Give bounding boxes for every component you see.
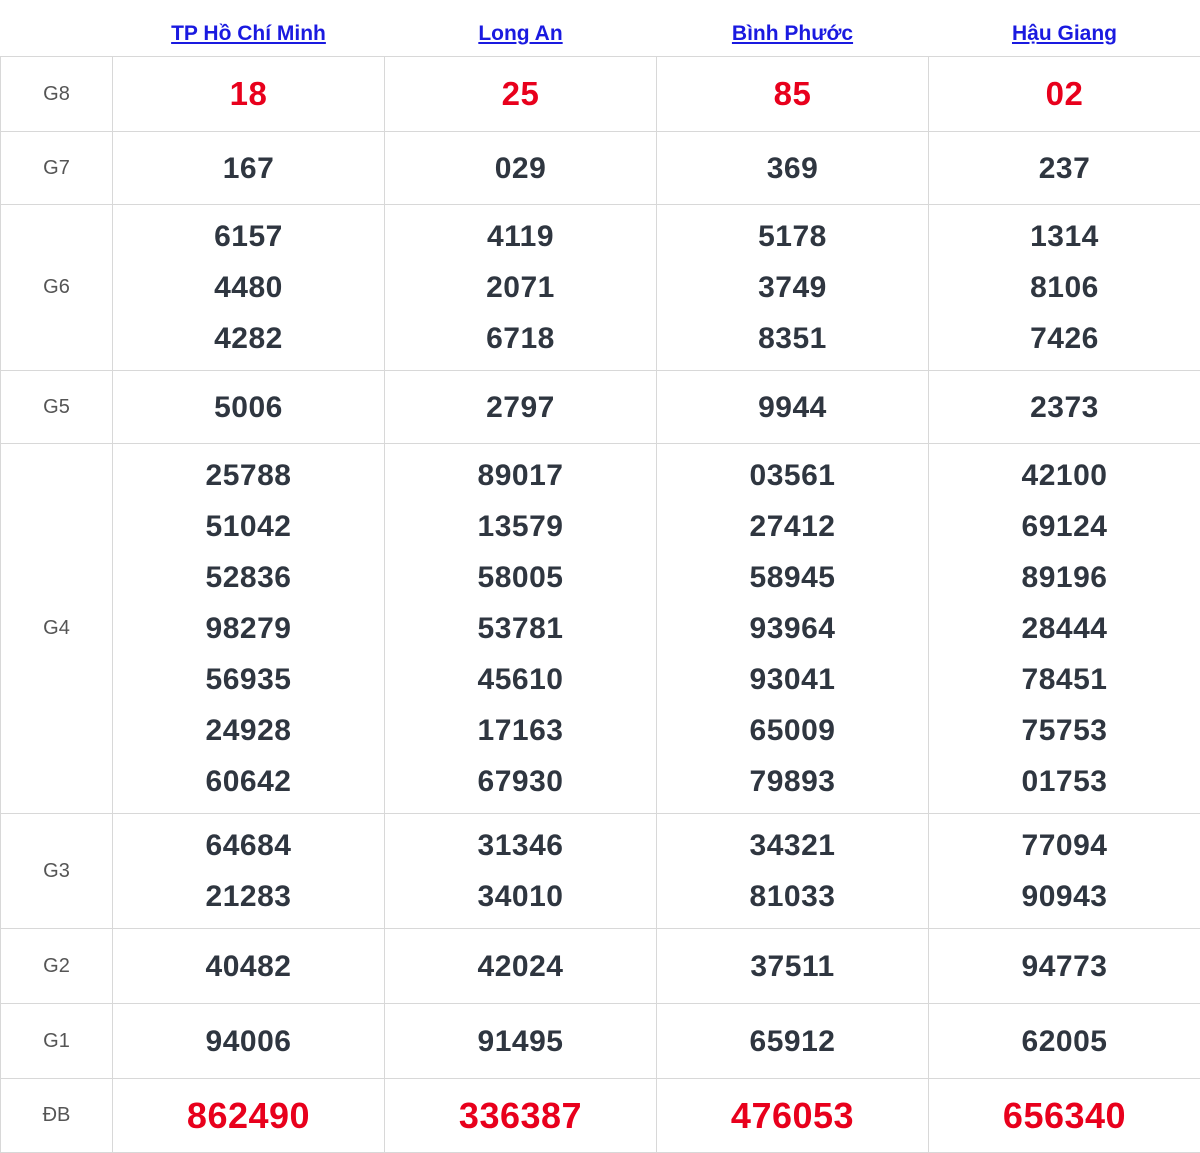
result-number: 9944 <box>657 382 928 433</box>
result-number: 2071 <box>385 262 656 313</box>
result-number: 77094 <box>929 820 1200 871</box>
result-number: 167 <box>113 143 384 194</box>
result-cell <box>929 1079 1200 1153</box>
table-row <box>1 132 1200 205</box>
result-number: 4119 <box>385 211 656 262</box>
province-link-1[interactable]: Long An <box>478 22 562 45</box>
result-cell <box>385 929 657 1004</box>
result-number: 03561 <box>657 450 928 501</box>
result-number: 58005 <box>385 552 656 603</box>
prize-label-g1: G1 <box>1 1004 113 1079</box>
result-cell <box>113 444 385 814</box>
result-number: 45610 <box>385 654 656 705</box>
result-number: 25 <box>385 66 656 122</box>
result-number: 5178 <box>657 211 928 262</box>
result-number: 2373 <box>929 382 1200 433</box>
table-row <box>1 444 1200 814</box>
result-number: 34010 <box>385 871 656 922</box>
result-number: 65912 <box>657 1016 928 1067</box>
result-number: 28444 <box>929 603 1200 654</box>
result-number: 90943 <box>929 871 1200 922</box>
result-cell <box>657 57 929 132</box>
table-row <box>1 57 1200 132</box>
result-number: 5006 <box>113 382 384 433</box>
result-number: 75753 <box>929 705 1200 756</box>
prize-label-g5: G5 <box>1 371 113 444</box>
result-number: 60642 <box>113 756 384 807</box>
result-cell <box>113 132 385 205</box>
result-cell <box>385 444 657 814</box>
result-number: 476053 <box>657 1085 928 1146</box>
result-number: 237 <box>929 143 1200 194</box>
result-number: 78451 <box>929 654 1200 705</box>
table-row <box>1 1079 1200 1153</box>
result-cell <box>657 205 929 371</box>
result-cell <box>657 1004 929 1079</box>
result-number: 51042 <box>113 501 384 552</box>
result-cell <box>657 814 929 929</box>
result-number: 02 <box>929 66 1200 122</box>
result-number: 42024 <box>385 941 656 992</box>
result-number: 93964 <box>657 603 928 654</box>
result-number: 1314 <box>929 211 1200 262</box>
result-number: 4282 <box>113 313 384 364</box>
result-cell <box>657 929 929 1004</box>
result-number: 42100 <box>929 450 1200 501</box>
result-cell <box>113 929 385 1004</box>
result-cell <box>113 205 385 371</box>
result-cell <box>385 1004 657 1079</box>
result-cell <box>929 57 1200 132</box>
province-header-3 <box>929 0 1200 57</box>
table-row <box>1 205 1200 371</box>
table-row <box>1 929 1200 1004</box>
prize-label-g6: G6 <box>1 205 113 371</box>
result-number: 3749 <box>657 262 928 313</box>
province-header-0 <box>113 0 385 57</box>
province-link-2[interactable]: Bình Phước <box>732 22 853 45</box>
result-number: 58945 <box>657 552 928 603</box>
result-cell <box>929 132 1200 205</box>
result-number: 6157 <box>113 211 384 262</box>
result-number: 13579 <box>385 501 656 552</box>
result-cell <box>929 371 1200 444</box>
result-cell <box>657 444 929 814</box>
result-cell <box>113 371 385 444</box>
result-number: 21283 <box>113 871 384 922</box>
result-number: 94773 <box>929 941 1200 992</box>
result-cell <box>657 371 929 444</box>
result-cell <box>113 1079 385 1153</box>
result-number: 85 <box>657 66 928 122</box>
header-corner-cell <box>1 0 113 57</box>
result-cell <box>113 57 385 132</box>
result-cell <box>385 371 657 444</box>
province-header-2 <box>657 0 929 57</box>
result-number: 029 <box>385 143 656 194</box>
result-number: 37511 <box>657 941 928 992</box>
result-number: 40482 <box>113 941 384 992</box>
result-cell <box>385 1079 657 1153</box>
result-number: 91495 <box>385 1016 656 1067</box>
result-number: 27412 <box>657 501 928 552</box>
result-number: 52836 <box>113 552 384 603</box>
result-cell <box>385 132 657 205</box>
result-number: 53781 <box>385 603 656 654</box>
table-header <box>1 0 1200 57</box>
result-cell <box>929 929 1200 1004</box>
result-number: 6718 <box>385 313 656 364</box>
result-cell <box>929 1004 1200 1079</box>
result-number: 56935 <box>113 654 384 705</box>
result-cell <box>929 205 1200 371</box>
result-number: 8351 <box>657 313 928 364</box>
result-number: 7426 <box>929 313 1200 364</box>
result-cell <box>113 814 385 929</box>
result-number: 93041 <box>657 654 928 705</box>
result-number: 98279 <box>113 603 384 654</box>
result-number: 94006 <box>113 1016 384 1067</box>
result-number: 89017 <box>385 450 656 501</box>
result-cell <box>113 1004 385 1079</box>
province-link-0[interactable]: TP Hồ Chí Minh <box>171 22 326 45</box>
result-number: 18 <box>113 66 384 122</box>
prize-label-g2: G2 <box>1 929 113 1004</box>
result-number: 336387 <box>385 1085 656 1146</box>
result-number: 65009 <box>657 705 928 756</box>
result-number: 69124 <box>929 501 1200 552</box>
result-number: 01753 <box>929 756 1200 807</box>
table-row <box>1 1004 1200 1079</box>
result-number: 25788 <box>113 450 384 501</box>
result-number: 62005 <box>929 1016 1200 1067</box>
result-cell <box>385 205 657 371</box>
prize-label-g7: G7 <box>1 132 113 205</box>
result-cell <box>657 132 929 205</box>
result-number: 17163 <box>385 705 656 756</box>
prize-label-đb: ĐB <box>1 1079 113 1153</box>
result-number: 89196 <box>929 552 1200 603</box>
result-cell <box>385 57 657 132</box>
result-cell <box>929 814 1200 929</box>
result-number: 79893 <box>657 756 928 807</box>
result-cell <box>385 814 657 929</box>
result-cell <box>929 444 1200 814</box>
result-number: 8106 <box>929 262 1200 313</box>
result-number: 24928 <box>113 705 384 756</box>
table-row <box>1 814 1200 929</box>
result-cell <box>657 1079 929 1153</box>
result-number: 31346 <box>385 820 656 871</box>
prize-label-g8: G8 <box>1 57 113 132</box>
result-number: 862490 <box>113 1085 384 1146</box>
province-header-row <box>1 0 1200 57</box>
result-number: 2797 <box>385 382 656 433</box>
province-header-1 <box>385 0 657 57</box>
province-link-3[interactable]: Hậu Giang <box>1012 22 1117 45</box>
result-number: 656340 <box>929 1085 1200 1146</box>
table-body <box>1 57 1200 1153</box>
prize-label-g4: G4 <box>1 444 113 814</box>
result-number: 4480 <box>113 262 384 313</box>
result-number: 369 <box>657 143 928 194</box>
table-row <box>1 371 1200 444</box>
result-number: 81033 <box>657 871 928 922</box>
result-number: 64684 <box>113 820 384 871</box>
prize-label-g3: G3 <box>1 814 113 929</box>
result-number: 34321 <box>657 820 928 871</box>
result-number: 67930 <box>385 756 656 807</box>
